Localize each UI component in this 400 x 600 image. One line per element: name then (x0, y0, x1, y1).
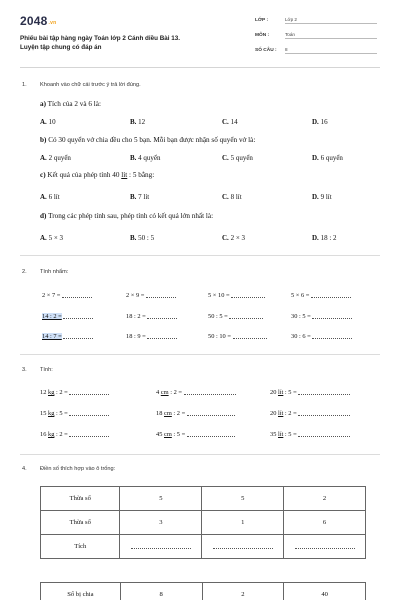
answer-blank[interactable] (233, 333, 267, 339)
row-header: Thừa số (41, 487, 120, 511)
calc-operator: : 5 = (54, 410, 68, 417)
calc-expression: 5 × 6 = (291, 292, 310, 299)
calc-number: 20 (270, 410, 278, 417)
worksheet-header (0, 0, 400, 70)
answer-blank[interactable] (213, 543, 273, 549)
answer-blank[interactable] (312, 313, 352, 319)
section-number: 1. (22, 82, 27, 88)
table-cell: 5 (202, 487, 284, 511)
subject-label: MÔN : (255, 33, 270, 38)
calc-number: 15 (40, 410, 48, 417)
option-letter: C. (222, 118, 229, 126)
unit-calc-item (270, 431, 350, 438)
table-cell: 5 (120, 487, 202, 511)
calc-operator: : 5 = (283, 389, 297, 396)
calc-operator: : 2 = (283, 410, 297, 417)
calc-operator: : 5 = (283, 431, 297, 438)
option-text: 16 (320, 118, 328, 126)
question-c (40, 171, 154, 179)
section-number: 3. (22, 367, 27, 373)
subject-value: Toán (285, 32, 377, 39)
unit-text: lít (278, 431, 284, 438)
mental-calc-item (42, 313, 93, 320)
answer-blank[interactable] (146, 292, 176, 298)
mental-calc-item (291, 292, 351, 299)
option-letter: A. (40, 234, 47, 242)
calc-expression: 30 : 6 = (291, 333, 311, 340)
question-text: Kết quả của phép tính 40 (47, 171, 122, 179)
option-d-D[interactable] (312, 234, 337, 242)
section-divider (20, 354, 380, 355)
section-4-heading (22, 466, 382, 474)
mental-calc-item (208, 313, 263, 320)
row-header: Thừa số (41, 511, 120, 535)
section-instruction: Khoanh vào chữ cái trước ý trả lời đúng. (40, 82, 141, 88)
option-c-B[interactable] (130, 193, 149, 201)
calc-number: 4 (156, 389, 161, 396)
answer-blank[interactable] (229, 313, 263, 319)
table-cell: 3 (120, 511, 202, 535)
option-c-A[interactable] (40, 193, 60, 201)
section-number: 2. (22, 269, 27, 275)
option-letter: D. (312, 234, 319, 242)
calc-number: 45 (156, 431, 164, 438)
answer-blank[interactable] (131, 543, 191, 549)
question-text: : 5 bằng: (127, 171, 155, 179)
question-text: Tích của 2 và 6 là: (47, 100, 101, 108)
option-d-B[interactable] (130, 234, 154, 242)
unit-text: cm (160, 389, 169, 396)
mental-calc-item (208, 292, 265, 299)
option-a-D[interactable] (312, 118, 328, 126)
unit-text: kg (48, 410, 55, 417)
unit-text: lít (278, 410, 284, 417)
answer-blank[interactable] (184, 389, 236, 395)
answer-blank[interactable] (69, 389, 109, 395)
question-label: b) (40, 136, 47, 144)
option-d-C[interactable] (222, 234, 245, 242)
option-b-A[interactable] (40, 154, 71, 162)
calc-operator: : 2 = (171, 410, 186, 417)
calc-operator: : 2 = (168, 389, 182, 396)
option-text: 9 lít (320, 193, 332, 201)
unit-text: cm (164, 410, 172, 417)
option-text: 18 : 2 (320, 234, 337, 242)
unit-calc-item (156, 389, 236, 396)
option-letter: B. (130, 118, 137, 126)
unit-text: kg (48, 431, 55, 438)
option-letter: D. (312, 193, 319, 201)
option-text: 6 lít (48, 193, 60, 201)
option-letter: D. (312, 154, 319, 162)
table-row (41, 487, 366, 511)
option-letter: B. (130, 154, 137, 162)
section-3-heading (22, 367, 382, 375)
option-text: 50 : 5 (138, 234, 155, 242)
option-text: 12 (138, 118, 146, 126)
row-header: Tích (41, 535, 120, 559)
calc-expression: 50 : 10 = (208, 333, 231, 340)
table-cell: 1 (202, 511, 284, 535)
unit-calc-item (40, 389, 109, 396)
option-text: 4 quyển (138, 154, 161, 162)
answer-cell[interactable] (202, 535, 284, 559)
table-cell: 6 (284, 511, 366, 535)
option-d-A[interactable] (40, 234, 63, 242)
answer-blank[interactable] (311, 292, 351, 298)
option-text: 7 lít (138, 193, 150, 201)
section-divider (20, 255, 380, 256)
calc-number: 20 (270, 389, 278, 396)
answer-blank[interactable] (295, 543, 355, 549)
title-line-2: Luyện tập chung có đáp án (20, 44, 102, 51)
multiplication-table (40, 486, 366, 559)
option-c-C[interactable] (222, 193, 242, 201)
table-row (41, 511, 366, 535)
question-label: d) (40, 212, 47, 220)
answer-blank[interactable] (147, 333, 177, 339)
answer-blank[interactable] (298, 389, 350, 395)
option-letter: C. (222, 234, 229, 242)
option-c-D[interactable] (312, 193, 332, 201)
section-instruction: Điền số thích hợp vào ô trống: (40, 466, 116, 472)
unit-text: lít (278, 389, 284, 396)
calc-expression: 50 : 5 = (208, 313, 228, 320)
table-cell: 40 (284, 583, 366, 600)
answer-blank[interactable] (312, 333, 352, 339)
calc-number: 16 (40, 431, 48, 438)
question-text: Trong các phép tính sau, phép tính có kết quả lớn nhất là: (48, 212, 214, 220)
section-divider (20, 454, 380, 455)
title-line-1: Phiếu bài tập hàng ngày Toán lớp 2 Cánh diều Bài 13. (20, 35, 181, 42)
option-letter: D. (312, 118, 319, 126)
mental-calc-item (42, 333, 93, 340)
answer-blank[interactable] (187, 410, 235, 416)
calc-expression: 2 × 7 = (42, 292, 61, 299)
answer-blank[interactable] (187, 431, 235, 437)
option-text: 6 quyển (320, 154, 343, 162)
mental-calc-item (126, 292, 176, 299)
section-instruction: Tính: (40, 367, 53, 373)
answer-blank[interactable] (147, 313, 177, 319)
mental-calc-item (126, 313, 177, 320)
mental-calc-item (291, 313, 352, 320)
calc-expression: 5 × 10 = (208, 292, 230, 299)
calc-expression: 18 : 9 = (126, 333, 146, 340)
option-text: 5 quyển (230, 154, 253, 162)
question-count-label: SỐ CÂU : (255, 48, 277, 53)
unit-calc-item (40, 431, 109, 438)
calc-number: 12 (40, 389, 48, 396)
mental-calc-item (126, 333, 177, 340)
worksheet-title (20, 34, 230, 52)
calc-expression: 14 : 7 = (42, 333, 62, 340)
option-letter: C. (222, 154, 229, 162)
question-d (40, 212, 213, 220)
option-text: 14 (230, 118, 238, 126)
table-cell: 2 (284, 487, 366, 511)
unit-text: kg (48, 389, 55, 396)
answer-blank[interactable] (69, 410, 109, 416)
option-letter: C. (222, 193, 229, 201)
calc-number: 35 (270, 431, 278, 438)
option-a-A[interactable] (40, 118, 56, 126)
section-2-heading (22, 269, 382, 277)
table-row (41, 583, 366, 600)
calc-operator: : 2 = (54, 389, 68, 396)
unit-text: cm (164, 431, 172, 438)
question-count-value: 8 (285, 47, 377, 54)
calc-expression: 2 × 9 = (126, 292, 145, 299)
answer-blank[interactable] (63, 313, 93, 319)
option-b-C[interactable] (222, 154, 253, 162)
question-text: Có 30 quyển vở chia đều cho 5 bạn. Mỗi bạn được nhận số quyển vở là: (48, 136, 256, 144)
question-b (40, 136, 255, 144)
option-text: 8 lít (230, 193, 242, 201)
table-row (41, 535, 366, 559)
answer-blank[interactable] (298, 410, 350, 416)
division-table (40, 582, 366, 600)
option-text: 10 (48, 118, 56, 126)
option-text: 5 × 3 (48, 234, 64, 242)
option-a-C[interactable] (222, 118, 238, 126)
option-a-B[interactable] (130, 118, 145, 126)
option-letter: B. (130, 234, 137, 242)
question-a (40, 100, 101, 108)
answer-blank[interactable] (231, 292, 265, 298)
calc-number: 18 (156, 410, 164, 417)
unit-calc-item (156, 431, 235, 438)
calc-expression: 30 : 5 = (291, 313, 311, 320)
section-instruction: Tính nhẩm: (40, 269, 69, 275)
mental-calc-item (291, 333, 352, 340)
option-letter: A. (40, 193, 47, 201)
option-letter: A. (40, 154, 47, 162)
answer-blank[interactable] (62, 292, 92, 298)
option-letter: B. (130, 193, 137, 201)
calc-operator: : 5 = (171, 431, 186, 438)
mental-calc-item (42, 292, 92, 299)
site-logo[interactable] (20, 14, 56, 28)
calc-expression: 18 : 2 = (126, 313, 146, 320)
unit-calc-item (40, 410, 109, 417)
answer-blank[interactable] (69, 431, 109, 437)
unit-calc-item (270, 410, 350, 417)
question-label: c) (40, 171, 46, 179)
class-value: Lớp 2 (285, 17, 377, 24)
table-cell: 2 (202, 583, 284, 600)
option-b-D[interactable] (312, 154, 343, 162)
question-label: a) (40, 100, 46, 108)
answer-blank[interactable] (63, 333, 93, 339)
table-cell: 8 (120, 583, 202, 600)
logo-suffix: .vn (48, 20, 57, 26)
row-header: Số bị chia (41, 583, 121, 600)
mental-calc-item (208, 333, 267, 340)
unit-calc-item (156, 410, 235, 417)
option-letter: A. (40, 118, 47, 126)
unit-text: lít (121, 171, 128, 179)
option-text: 2 × 3 (230, 234, 246, 242)
answer-cell[interactable] (120, 535, 202, 559)
section-1-heading (22, 82, 382, 90)
section-number: 4. (22, 466, 27, 472)
answer-blank[interactable] (298, 431, 350, 437)
option-b-B[interactable] (130, 154, 161, 162)
header-divider (20, 67, 380, 68)
logo-text: 2048 (20, 14, 48, 28)
calc-expression: 14 : 2 = (42, 313, 62, 320)
class-label: LỚP : (255, 18, 269, 23)
answer-cell[interactable] (284, 535, 366, 559)
calc-operator: : 2 = (54, 431, 68, 438)
unit-calc-item (270, 389, 350, 396)
option-text: 2 quyển (48, 154, 71, 162)
